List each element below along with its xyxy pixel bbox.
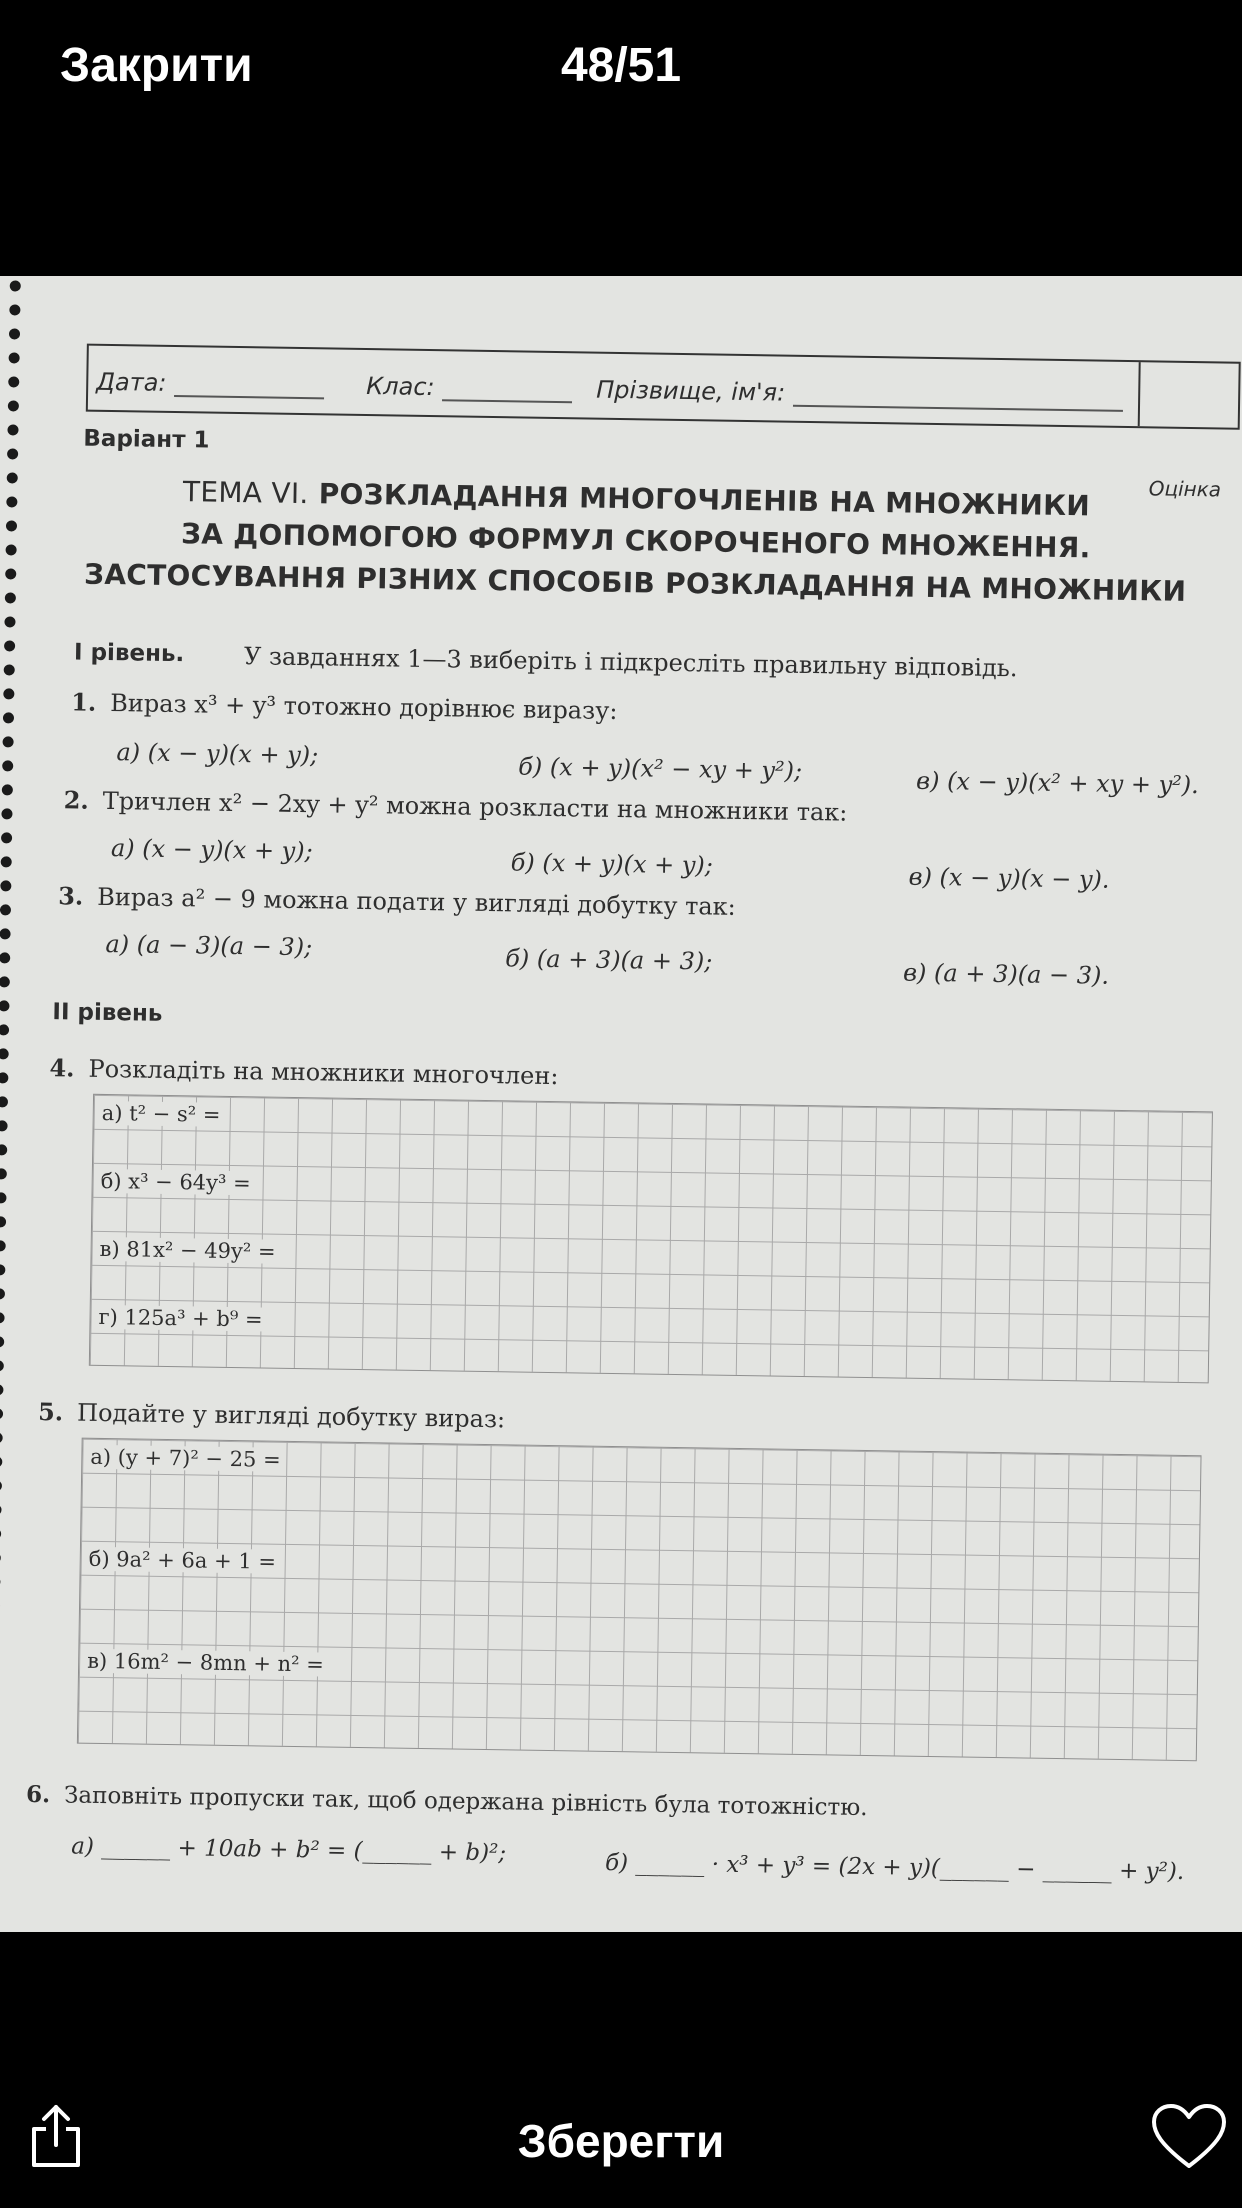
spiral-hole [5, 568, 16, 579]
task-4-item-c: в) 81x² − 49y² = [95, 1237, 279, 1264]
spiral-hole [0, 1000, 10, 1011]
spiral-hole [0, 1360, 4, 1371]
spiral-hole [4, 640, 15, 651]
spiral-hole [0, 1264, 5, 1275]
spiral-hole [9, 304, 20, 315]
spiral-hole [0, 1024, 9, 1035]
spiral-hole [0, 880, 11, 891]
viewer-top-bar [0, 0, 1242, 276]
spiral-hole [0, 928, 11, 939]
spiral-hole [0, 1288, 5, 1299]
spiral-hole [4, 616, 15, 627]
spiral-hole [0, 976, 10, 987]
task-4-item-b: б) x³ − 64y³ = [97, 1169, 255, 1195]
spiral-hole [0, 1432, 3, 1443]
spiral-hole [7, 472, 18, 483]
spiral-hole [0, 1144, 7, 1155]
task-1-option-a: а) (x − y)(x + y); [116, 738, 319, 770]
spiral-hole [0, 1504, 2, 1515]
task-3-option-b: б) (a + 3)(a + 3); [505, 944, 713, 976]
save-button[interactable]: Зберегти [0, 2114, 1242, 2168]
spiral-hole [1, 832, 12, 843]
task-1-option-b: б) (x + y)(x² − xy + y²); [518, 752, 803, 785]
spiral-hole [9, 328, 20, 339]
spiral-hole [0, 1048, 9, 1059]
task-1-option-c: в) (x − y)(x² + xy + y²). [915, 766, 1199, 800]
spiral-hole [6, 496, 17, 507]
spiral-hole [0, 1552, 1, 1563]
spiral-hole [7, 424, 18, 435]
spiral-hole [5, 592, 16, 603]
spiral-hole [6, 544, 17, 555]
task-2-option-b: б) (x + y)(x + y); [510, 848, 714, 880]
spiral-hole [6, 520, 17, 531]
spiral-hole [0, 1408, 3, 1419]
topic-title-line-3: ЗАСТОСУВАННЯ РІЗНИХ СПОСОБІВ РОЗКЛАДАННЯ НА МНОЖНИКИ [83, 557, 1187, 608]
task-6-item-b: б) ______ · x³ + y³ = (2x + y)(______ − ______ + y²). [604, 1849, 1185, 1886]
spiral-hole [8, 376, 19, 387]
spiral-hole [0, 1480, 2, 1491]
task-3-question: 3. Вираз a² − 9 можна подати у вигляді добутку так: [57, 881, 736, 921]
heart-icon [1150, 2102, 1228, 2172]
spiral-hole [3, 736, 14, 747]
task-2-option-c: в) (x − y)(x − y). [908, 862, 1110, 894]
spiral-hole [0, 1192, 7, 1203]
task-5-question: 5. Подайте у вигляді добутку вираз: [37, 1396, 506, 1434]
task-5-item-a: а) (y + 7)² − 25 = [86, 1445, 285, 1472]
spiral-holes [0, 280, 28, 1920]
close-button[interactable]: Закрити [60, 39, 253, 92]
task-4-item-a: а) t² − s² = [98, 1101, 225, 1127]
spiral-hole [0, 1072, 8, 1083]
task-4-question: 4. Розкладіть на множники многочлен: [49, 1053, 559, 1091]
task-6-question: 6. Заповніть пропуски так, щоб одержана рівність була тотожністю. [25, 1780, 868, 1822]
worksheet-page [0, 276, 1242, 1932]
image-counter: 48/51 [560, 39, 682, 92]
like-button[interactable] [1150, 2102, 1228, 2172]
name-field: Прізвище, ім'я: [596, 376, 1123, 412]
task-5-item-c: в) 16m² − 8mn + n² = [83, 1649, 328, 1677]
spiral-hole [0, 1336, 4, 1347]
task-2-question: 2. Тричлен x² − 2xy + y² можна розкласти на множники так: [63, 785, 848, 827]
spiral-hole [2, 760, 13, 771]
class-field: Клас: [366, 372, 573, 403]
task-6-item-a: а) ______ + 10ab + b² = (______ + b)²; [71, 1833, 507, 1867]
spiral-hole [2, 784, 13, 795]
spiral-hole [7, 448, 18, 459]
topic-title-line-2: ЗА ДОПОМОГОЮ ФОРМУЛ СКОРОЧЕНОГО МНОЖЕННЯ. [180, 517, 1091, 565]
task-4-answer-grid[interactable] [89, 1094, 1213, 1384]
task-3-option-c: в) (a + 3)(a − 3). [902, 958, 1110, 990]
spiral-hole [0, 1120, 8, 1131]
spiral-hole [0, 952, 10, 963]
level-1-label: І рівень. [73, 639, 185, 668]
date-field: Дата: [96, 368, 325, 400]
spiral-hole [0, 1384, 4, 1395]
spiral-hole [0, 1240, 6, 1251]
spiral-hole [4, 664, 15, 675]
grade-label: Оцінка [1148, 476, 1222, 502]
level-2-label: ІІ рівень [52, 999, 163, 1027]
spiral-hole [0, 1456, 2, 1467]
spiral-hole [0, 904, 11, 915]
spiral-hole [9, 352, 20, 363]
task-2-option-a: а) (x − y)(x + y); [110, 834, 313, 866]
spiral-hole [0, 1528, 1, 1539]
spiral-hole [0, 1312, 5, 1323]
spiral-hole [3, 688, 14, 699]
task-5-answer-grid[interactable] [77, 1438, 1202, 1762]
spiral-hole [3, 712, 14, 723]
level-1-instruction: У завданнях 1—3 виберіть і підкресліть правильну відповідь. [243, 642, 1018, 683]
spiral-hole [1, 856, 12, 867]
spiral-hole [10, 280, 21, 291]
header-box [86, 344, 1241, 430]
spiral-hole [8, 400, 19, 411]
header-divider [1138, 362, 1141, 426]
spiral-hole [0, 1216, 6, 1227]
spiral-hole [1, 808, 12, 819]
task-5-item-b: б) 9a² + 6a + 1 = [85, 1547, 281, 1574]
spiral-hole [0, 1168, 7, 1179]
photo-viewport[interactable] [0, 276, 1242, 1932]
variant-label: Варіант 1 [83, 425, 210, 454]
task-4-item-d: г) 125a³ + b⁹ = [94, 1305, 266, 1332]
topic-title-line-1: ТЕМА VI. РОЗКЛАДАННЯ МНОГОЧЛЕНІВ НА МНОЖНИКИ [182, 475, 1091, 523]
task-1-question: 1. Вираз x³ + y³ тотожно дорівнює виразу: [71, 687, 618, 725]
spiral-hole [0, 1096, 8, 1107]
task-3-option-a: а) (a − 3)(a − 3); [105, 929, 313, 962]
viewer-bottom-bar [0, 1932, 1242, 2208]
